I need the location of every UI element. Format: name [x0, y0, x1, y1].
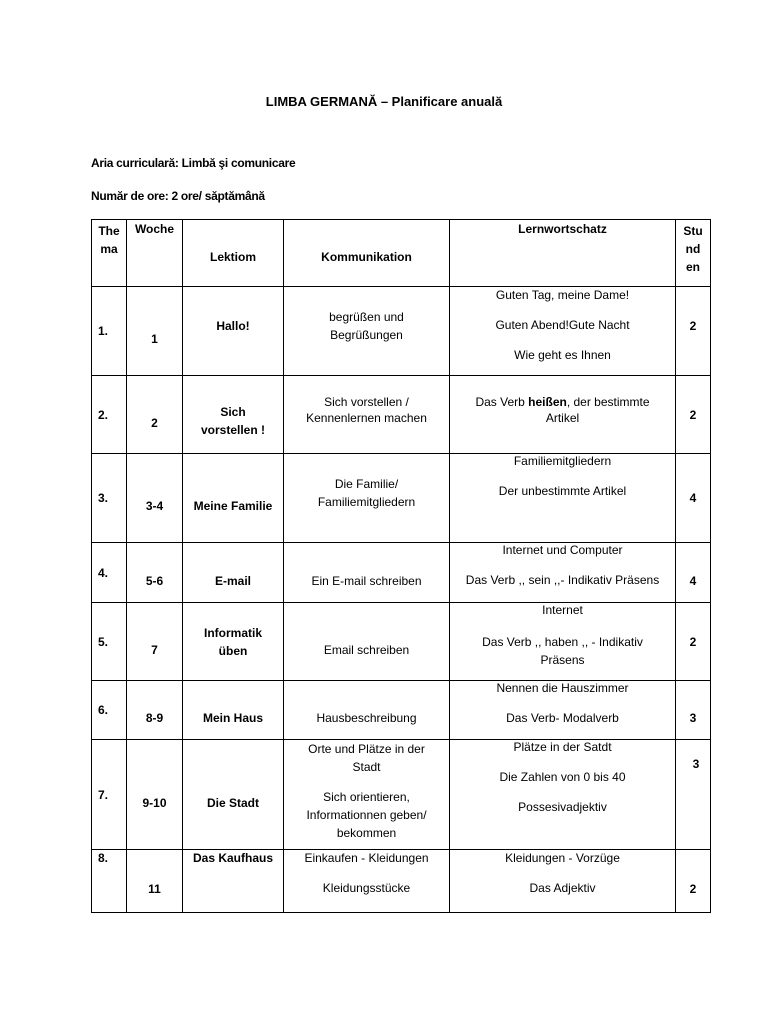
row-lektion: E-mail — [183, 543, 284, 603]
row-stunden: 3 — [676, 681, 711, 740]
row-lernwortschatz: Kleidungen - Vorzüge Das Adjektiv — [450, 850, 676, 913]
row-stunden: 4 — [676, 454, 711, 543]
row-woche: 7 — [127, 603, 183, 681]
table-row — [92, 603, 711, 681]
row-lektion: Die Stadt — [183, 740, 284, 850]
header-kommunikation: Kommunikation — [284, 220, 450, 287]
header-woche: Woche — [127, 220, 183, 287]
row-lektion: Sich vorstellen ! — [183, 376, 284, 454]
header-row — [92, 220, 711, 287]
row-lektion: Mein Haus — [183, 681, 284, 740]
row-woche: 2 — [127, 376, 183, 454]
header-thema-line1: The — [98, 224, 120, 238]
table-row — [92, 376, 711, 454]
row-woche: 8-9 — [127, 681, 183, 740]
table-row — [92, 287, 711, 376]
row-stunden: 2 — [676, 287, 711, 376]
row-nr: 7. — [92, 740, 127, 850]
row-lernwortschatz: Internet Das Verb ,, haben ,, - Indikativ Präsens — [450, 603, 676, 681]
row-stunden: 2 — [676, 376, 711, 454]
row-nr: 3. — [92, 454, 127, 543]
row-lernwortschatz: Nennen die Hauszimmer Das Verb- Modalverb — [450, 681, 676, 740]
numar-de-ore: Număr de ore: 2 ore/ săptămână — [91, 189, 265, 203]
table-row — [92, 454, 711, 543]
document-title: LIMBA GERMANĂ – Planificare anuală — [265, 94, 503, 109]
header-stunden — [676, 220, 711, 287]
row-stunden: 3 — [676, 740, 711, 850]
row-nr: 8. — [92, 850, 127, 913]
row-lektion: Meine Familie — [183, 454, 284, 543]
row-kommunikation: Orte und Plätze in der Stadt Sich orientieren, Informationnen geben/ bekommen — [284, 740, 450, 850]
row-kommunikation: Email schreiben — [284, 603, 450, 681]
row-lernwortschatz: Plätze in der Satdt Die Zahlen von 0 bis 40 Possesivadjektiv — [450, 740, 676, 850]
header-stunden-line2: nd — [685, 242, 701, 256]
header-lektion: Lektiom — [183, 220, 284, 287]
aria-curriculara: Aria curriculară: Limbă şi comunicare — [91, 156, 296, 170]
row-lernwortschatz: Guten Tag, meine Dame! Guten Abend!Gute Nacht Wie geht es Ihnen — [450, 287, 676, 376]
row-nr: 5. — [92, 603, 127, 681]
row-lektion: Hallo! — [183, 287, 284, 376]
table-row — [92, 543, 711, 603]
row-lernwortschatz: Das Verb heißen, der bestimmte Artikel — [450, 376, 676, 454]
row-kommunikation: Einkaufen - Kleidungen Kleidungsstücke — [284, 850, 450, 913]
row-woche: 1 — [127, 287, 183, 376]
row-kommunikation: begrüßen und Begrüßungen — [284, 287, 450, 376]
table-row — [92, 740, 711, 850]
table-row — [92, 681, 711, 740]
table-row — [92, 850, 711, 913]
row-kommunikation: Ein E-mail schreiben — [284, 543, 450, 603]
row-woche: 11 — [127, 850, 183, 913]
plan-table — [91, 219, 711, 913]
row-nr: 6. — [92, 681, 127, 740]
row-stunden: 2 — [676, 603, 711, 681]
row-lernwortschatz: Internet und Computer Das Verb ,, sein ,,- Indikativ Präsens — [450, 543, 676, 603]
row-kommunikation: Sich vorstellen / Kennenlernen machen — [284, 376, 450, 454]
header-lernwortschatz: Lernwortschatz — [450, 220, 676, 287]
row-woche: 5-6 — [127, 543, 183, 603]
row-stunden: 2 — [676, 850, 711, 913]
row-woche: 3-4 — [127, 454, 183, 543]
row-woche: 9-10 — [127, 740, 183, 850]
header-thema — [92, 220, 127, 287]
row-lektion: Das Kaufhaus — [183, 850, 284, 913]
header-stunden-line3: en — [685, 260, 700, 274]
row-stunden: 4 — [676, 543, 711, 603]
row-nr: 4. — [92, 543, 127, 603]
header-stunden-line1: Stu — [683, 224, 703, 238]
row-nr: 1. — [92, 287, 127, 376]
row-kommunikation: Hausbeschreibung — [284, 681, 450, 740]
row-nr: 2. — [92, 376, 127, 454]
row-kommunikation: Die Familie/ Familiemitgliedern — [284, 454, 450, 543]
header-thema-line2: ma — [100, 242, 118, 256]
row-lernwortschatz: Familiemitgliedern Der unbestimmte Artikel — [450, 454, 676, 543]
row-lektion: Informatik üben — [183, 603, 284, 681]
